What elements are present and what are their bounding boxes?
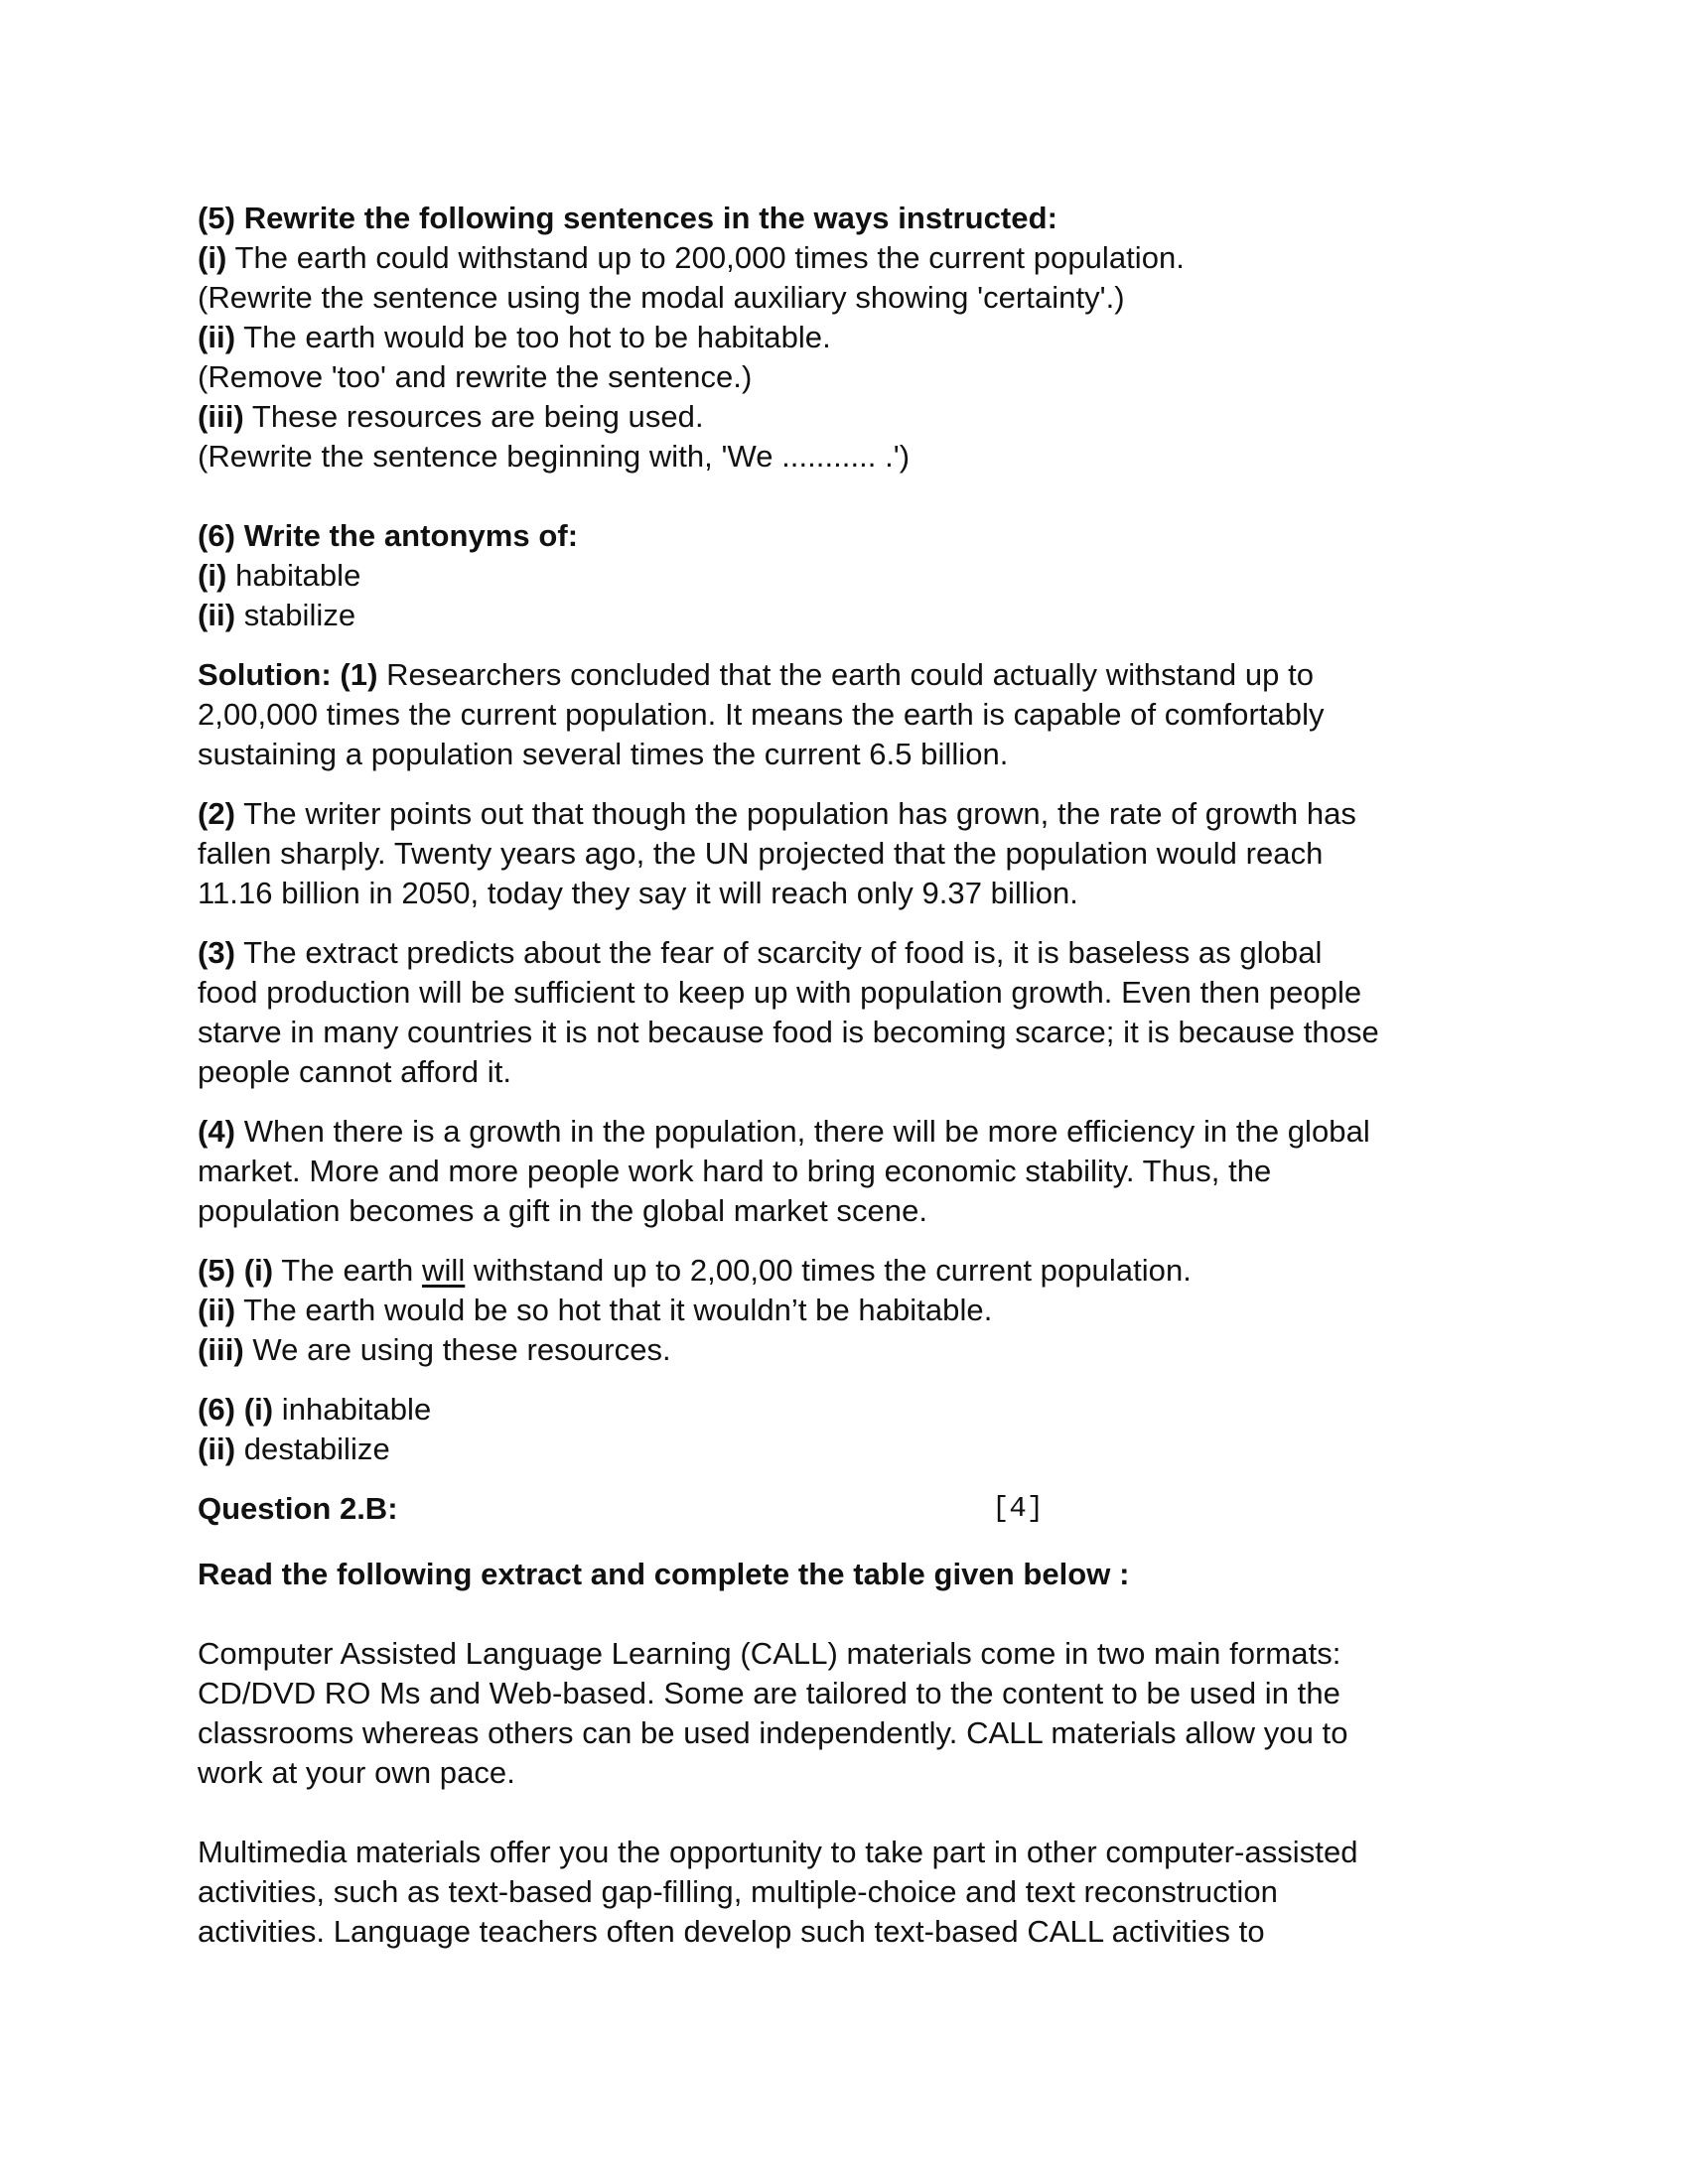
q6-item-i: (i) habitable	[198, 558, 361, 593]
q5-item-i: (i) The earth could withstand up to 200,000 times the current population.	[198, 240, 1185, 275]
underlined-word: will	[422, 1253, 466, 1288]
question-5-heading: (5) Rewrite the following sentences in the ways instructed:	[198, 201, 1057, 235]
solution-6: (6) (i) inhabitable (ii) destabilize	[198, 1392, 432, 1466]
solution-5: (5) (i) The earth will withstand up to 2,00,00 times the current population. (ii) The earth would be so hot that it wouldn’t be habitable. (iii) We are using these resources.	[198, 1253, 1192, 1367]
extract-paragraph-1: Computer Assisted Language Learning (CALL) materials come in two main formats: CD/DVD RO Ms and Web-based. Some are tailored to the content to be used in the classrooms whereas others can be used independently. CALL materials allow you to work at your own pace.	[198, 1636, 1348, 1790]
solution-1: Solution: (1) Researchers concluded that the earth could actually withstand up to 2,00,000 times the current population. It means the earth is capable of comfortably sustaining a population several times the current 6.5 billion.	[198, 657, 1325, 771]
question-6-heading: (6) Write the antonyms of:	[198, 518, 579, 553]
question-6	[198, 516, 1539, 635]
question-2b-header	[198, 1489, 1539, 1529]
question-5	[198, 199, 1539, 477]
q5-item-iii: (iii) These resources are being used.	[198, 399, 704, 434]
q5-note-ii: (Remove 'too' and rewrite the sentence.)	[198, 359, 753, 394]
question-title: Question 2.B:	[198, 1491, 398, 1526]
q5-item-ii: (ii) The earth would be too hot to be habitable.	[198, 320, 831, 354]
solution-4: (4) When there is a growth in the population, there will be more efficiency in the global market. More and more people work hard to bring economic stability. Thus, the population becomes a gift in the global market scene.	[198, 1114, 1370, 1228]
solution-3: (3) The extract predicts about the fear of scarcity of food is, it is baseless as global food production will be sufficient to keep up with population growth. Even then people starve in many countries it is not because food is becoming scarce; it is because those people cannot afford it.	[198, 935, 1379, 1089]
q5-note-i: (Rewrite the sentence using the modal auxiliary showing 'certainty'.)	[198, 280, 1125, 315]
extract-paragraph-2: Multimedia materials offer you the opportunity to take part in other computer-assisted activities, such as text-based gap-filling, multiple-choice and text reconstruction activities. Language teachers often develop such text-based CALL activities to	[198, 1835, 1358, 1949]
q5-note-iii: (Rewrite the sentence beginning with, 'We ........... .')	[198, 439, 911, 474]
marks: [4]	[992, 1492, 1045, 1525]
question-2b-instruction: Read the following extract and complete the table given below :	[198, 1557, 1130, 1591]
solution-2: (2) The writer points out that though the population has grown, the rate of growth has fallen sharply. Twenty years ago, the UN projected that the population would reach 11.16 billion in 2050, today they say it will reach only 9.37 billion.	[198, 796, 1356, 910]
q6-item-ii: (ii) stabilize	[198, 598, 356, 632]
solution-label: Solution: (1)	[198, 657, 378, 692]
